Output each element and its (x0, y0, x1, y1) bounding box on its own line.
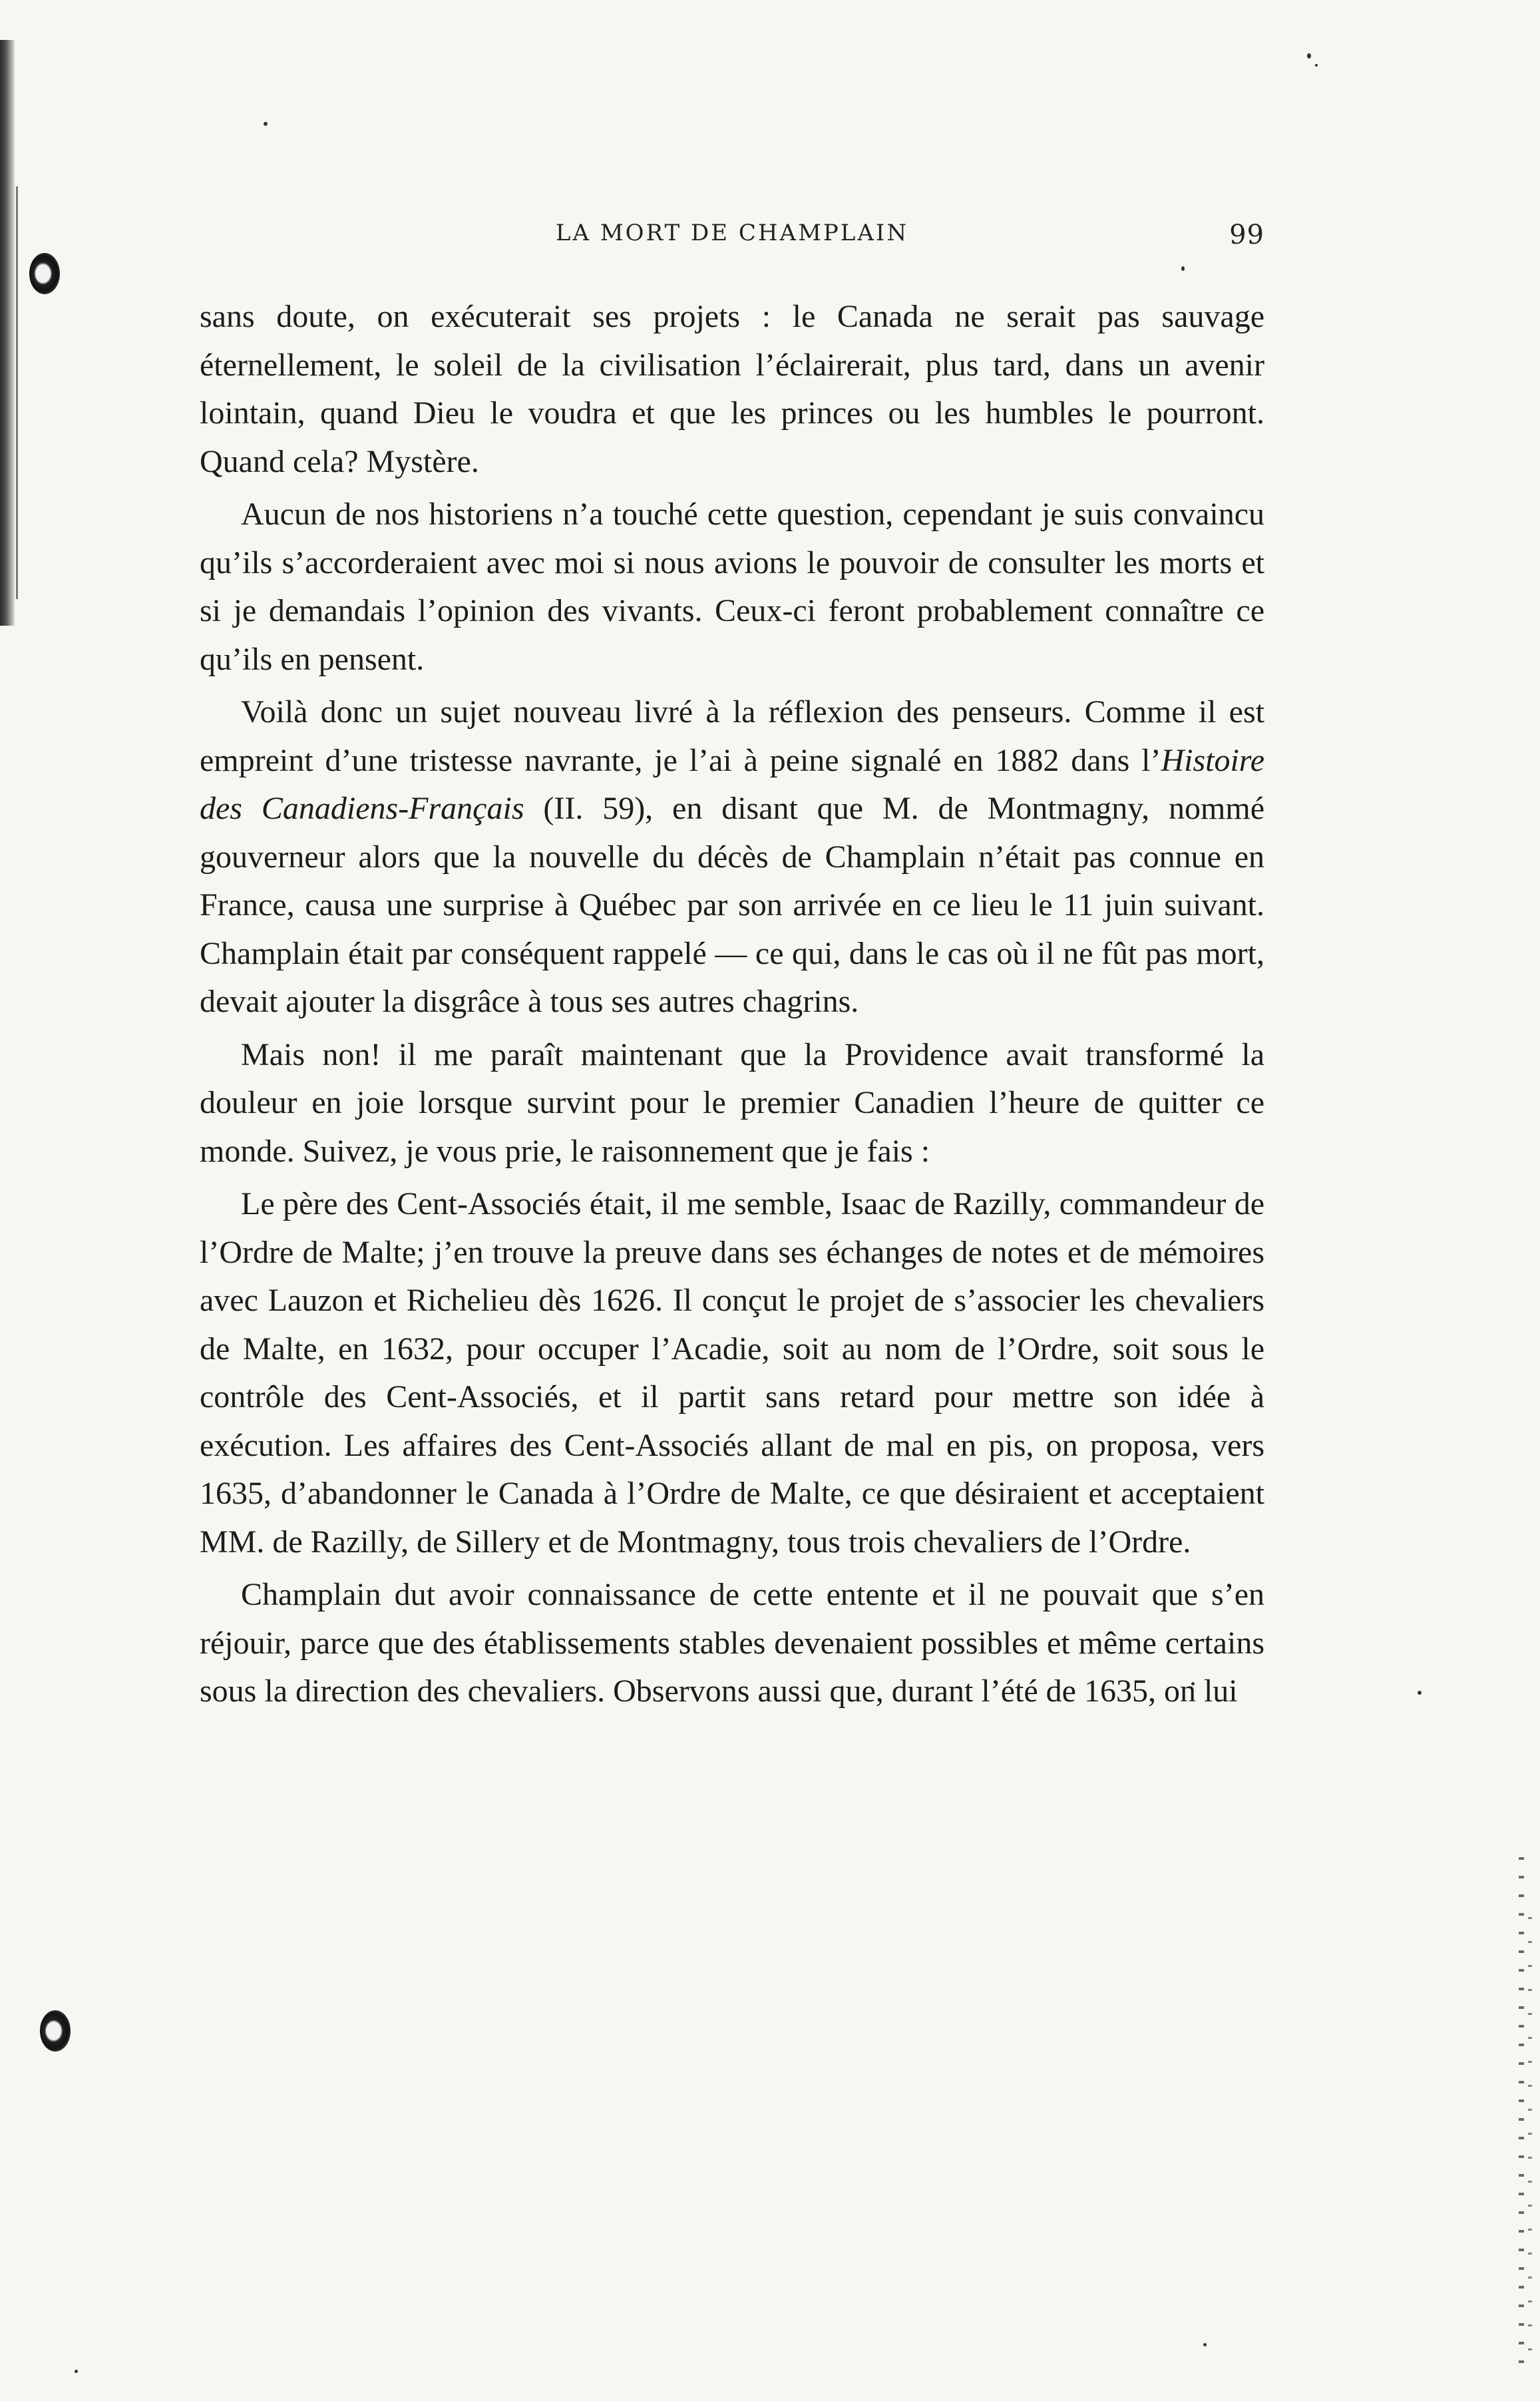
page-header (200, 220, 1264, 260)
paragraph (200, 293, 1264, 486)
paragraph (200, 688, 1264, 1026)
scan-speck (1203, 2343, 1207, 2346)
scan-speck (264, 122, 268, 126)
book-page (200, 220, 1264, 1716)
scan-speck (1315, 64, 1318, 67)
text-segment: Champlain dut avoir connaissance de cette entente et il ne pouvait que s’en réjouir, parce que des établissements stables devenaient possibles et même certains sous la direction des chevaliers. Observons aussi que, durant l’été de 1635, on lui (200, 1577, 1264, 1709)
body-text (200, 293, 1264, 1716)
text-segment: Aucun de nos historiens n’a touché cette question, cependant je suis convaincu qu’ils s’accorderaient avec moi si nous avions le pouvoir de consulter les morts et si je demandais l’opinion des vivants. Ceux-ci feront probablement connaître ce qu’ils en pensent. (200, 497, 1264, 677)
text-segment: Le père des Cent-Associés était, il me semble, Isaac de Razilly, commandeur de l’Ordre de Malte; j’en trouve la preuve dans ses échanges de notes et de mémoires avec Lauzon et Richelieu dès 1626. Il conçut le projet de s’associer les chevaliers de Malte, en 1632, pour occuper l’Acadie, soit au nom de l’Ordre, soit sous le contrôle des Cent-Associés, et il partit sans retard pour mettre son idée à exécution. Les affaires des Cent-Associés allant de mal en pis, on proposa, vers 1635, d’abandonner le Canada à l’Ordre de Malte, ce que désiraient et acceptaient MM. de Razilly, de Sillery et de Montmagny, tous trois chevaliers de l’Ordre. (200, 1186, 1264, 1560)
text-segment: sans doute, on exécuterait ses projets : le Canada ne serait pas sauvage éternellement, le soleil de la civilisation l’éclairerait, plus tard, dans un avenir lointain, quand Dieu le voudra et que les princes ou les humbles le pourront. Quand cela? Mystère. (200, 299, 1264, 479)
italic-title: Histoire des Canadiens-Français (200, 742, 1264, 826)
running-head: LA MORT DE CHAMPLAIN (555, 220, 909, 246)
scan-right-edge-dots (1528, 1917, 1532, 2370)
scan-left-edge-line (16, 186, 18, 599)
paragraph (200, 1571, 1264, 1716)
text-segment: Voilà donc un sujet nouveau livré à la réflexion des penseurs. Comme il est empreint d’une tristesse navrante, je l’ai à peine signalé en 1882 dans l’ (200, 694, 1264, 778)
binding-hole-top (29, 253, 60, 294)
binding-hole-bottom (40, 2010, 71, 2052)
page-number: 99 (1229, 220, 1264, 250)
scan-speck (1418, 1691, 1422, 1695)
text-segment: (II. 59), en disant que M. de Montmagny, nommé gouverneur alors que la nouvelle du décès de Champlain n’était pas connue en France, causa une surprise à Québec par son arrivée en ce lieu le 11 juin suivant. Champlain était par conséquent rappelé — ce qui, dans le cas où il ne fût pas mort, devait ajouter la disgrâce à tous ses autres chagrins. (200, 791, 1265, 1019)
scan-left-edge-shadow (0, 40, 15, 626)
paragraph (200, 491, 1264, 684)
scan-speck (75, 2370, 78, 2373)
paragraph (200, 1031, 1264, 1176)
scan-speck (1307, 53, 1311, 59)
scan-right-edge-dots (1519, 1857, 1524, 2370)
paragraph (200, 1180, 1264, 1566)
text-segment: Mais non! il me paraît maintenant que la Providence avait transformé la douleur en joie lorsque survint pour le premier Canadien l’heure de quitter ce monde. Suivez, je vous prie, le raisonnement que je fais : (200, 1036, 1264, 1169)
